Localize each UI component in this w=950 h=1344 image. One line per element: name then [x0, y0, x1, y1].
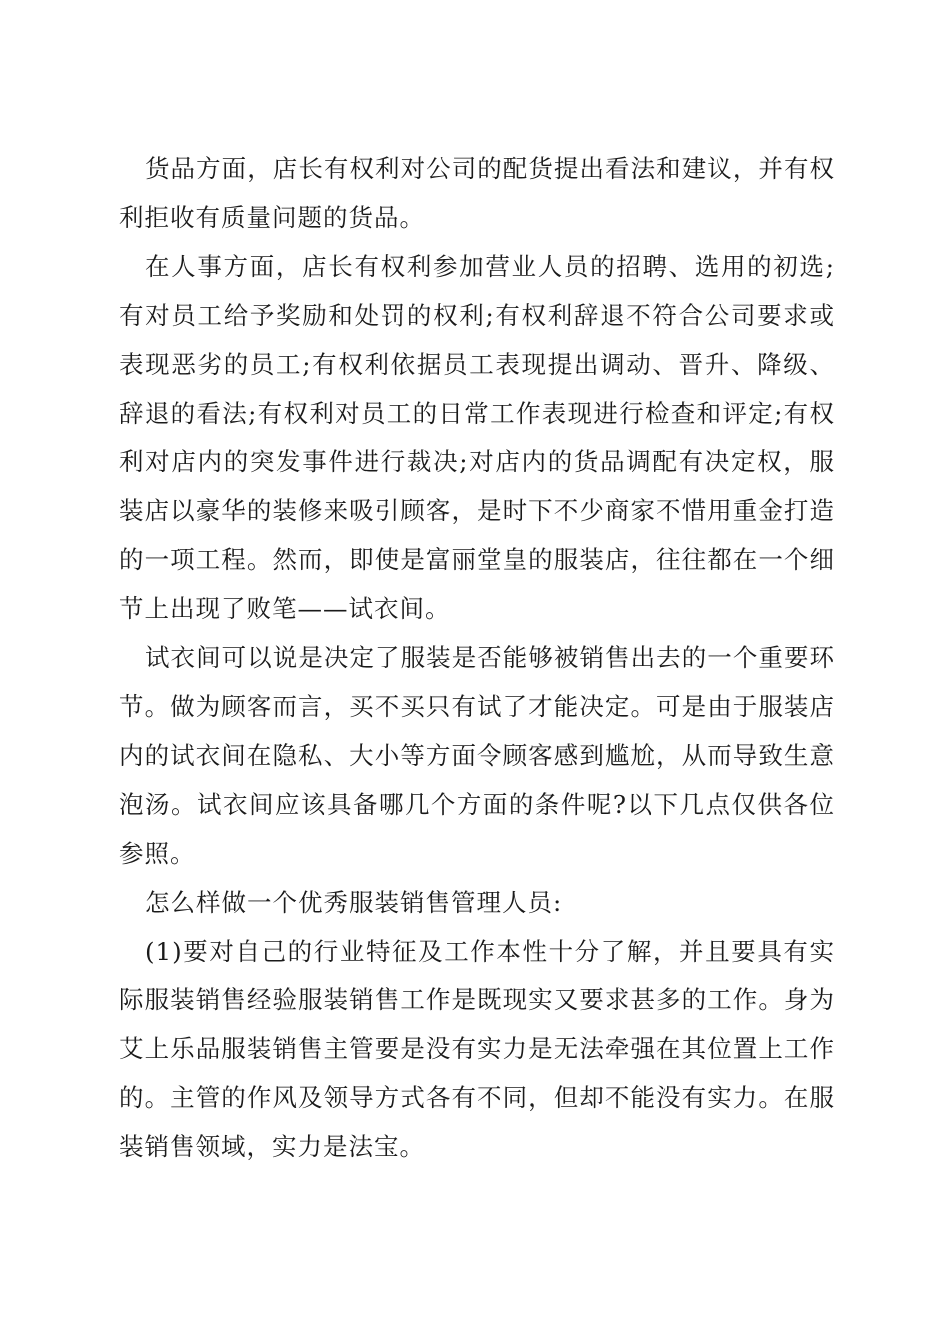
paragraph-item-1: (1)要对自己的行业特征及工作本性十分了解，并且要具有实际服装销售经验服装销售工作是既现实又要求甚多的工作。身为艾上乐品服装销售主管要是没有实力是无法牵强在其位置上工作的。主管的作风及领导方式各有不同，但却不能没有实力。在服装销售领域，实力是法宝。 [119, 936, 835, 1162]
document-body [119, 145, 835, 1172]
paragraph-sales-manager-heading: 怎么样做一个优秀服装销售管理人员: [145, 887, 563, 917]
paragraph-personnel-rights: 在人事方面，店长有权利参加营业人员的招聘、选用的初选;有对员工给予奖励和处罚的权利;有权利辞退不符合公司要求或表现恶劣的员工;有权利依据员工表现提出调动、晋升、降级、辞退的看法;有权利对员工的日常工作表现进行检查和评定;有权利对店内的突发事件进行裁决;对店内的货品调配有决定权，服装店以豪华的装修来吸引顾客，是时下不少商家不惜用重金打造的一项工程。然而，即使是富丽堂皇的服装店，往往都在一个细节上出现了败笔——试衣间。 [119, 251, 835, 624]
paragraph-fitting-room: 试衣间可以说是决定了服装是否能够被销售出去的一个重要环节。做为顾客而言，买不买只有试了才能决定。可是由于服装店内的试衣间在隐私、大小等方面令顾客感到尴尬，从而导致生意泡汤。试衣间应该具备哪几个方面的条件呢?以下几点仅供各位参照。 [119, 643, 835, 868]
paragraph-goods-rights: 货品方面，店长有权利对公司的配货提出看法和建议，并有权利拒收有质量问题的货品。 [119, 154, 835, 232]
